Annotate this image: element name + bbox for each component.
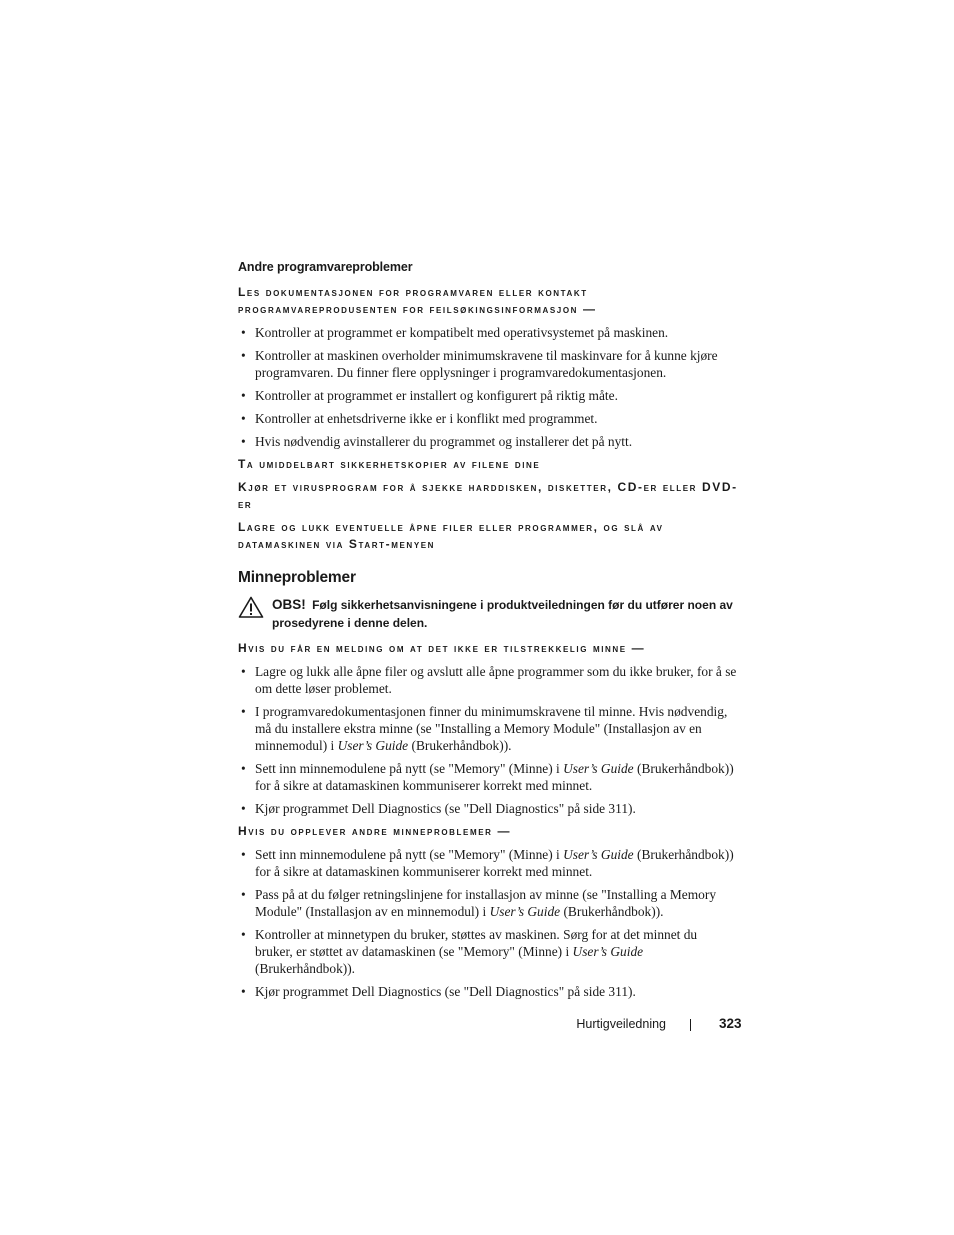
list-item: • Kjør programmet Dell Diagnostics (se "Dell Diagnostics" på side 311). [241, 801, 636, 816]
list-item: • Kontroller at maskinen overholder minimumskravene til maskinvare for å kunne kjøre programvaren. Du finner flere opplysninger i programvaredokumentasjonen. [241, 348, 718, 380]
page-footer [0, 1015, 954, 1035]
bullet-icon: • [241, 664, 246, 679]
bullet-icon: • [241, 887, 246, 902]
bullet-icon: • [241, 704, 246, 719]
bullet-icon: • [241, 761, 246, 776]
guide-title: User’s Guide [572, 944, 644, 959]
bullet-icon: • [241, 348, 246, 363]
warning-icon [238, 596, 264, 618]
footer-title: Hurtigveiledning [576, 1017, 666, 1031]
step-heading-shutdown: Lagre og lukk eventuelle åpne filer eller programmer, og slå av datamaskinen via Start-menyen [238, 520, 664, 551]
page-content [238, 257, 738, 1006]
subsection-heading: Andre programvareproblemer [238, 260, 413, 274]
list-item: • Kontroller at minnetypen du bruker, støttes av maskinen. Sørg for at det minnet du bruker, er støttet av datamaskinen (se "Memory" (Minne) i User’s Guide (Brukerhåndbok)). [241, 927, 698, 976]
list-item: • Kontroller at programmet er kompatibelt med operativsystemet på maskinen. [241, 325, 669, 340]
step-heading-insufficient-memory: Hvis du får en melding om at det ikke er tilstrekkelig minne — [238, 641, 646, 655]
list-item: • Kjør programmet Dell Diagnostics (se "Dell Diagnostics" på side 311). [241, 984, 636, 999]
bullet-icon: • [241, 927, 246, 942]
step-heading-documentation: Les dokumentasjonen for programvaren eller kontakt programvareprodusenten for feilsøkingsinformasjon — [238, 285, 597, 316]
list-item: • Kontroller at programmet er installert og konfigurert på riktig måte. [241, 388, 618, 403]
list-item: • Lagre og lukk alle åpne filer og avslutt alle åpne programmer som du ikke bruker, for å se om dette løser problemet. [241, 664, 737, 696]
list-item: • I programvaredokumentasjonen finner du minimumskravene til minne. Hvis nødvendig, må du installere ekstra minne (se "Installing a Memory Module" (Installasjon av en minnemodul) i User’s Guide (Brukerhåndbok)). [241, 704, 728, 753]
bullet-icon: • [241, 801, 246, 816]
guide-title: User’s Guide [563, 761, 634, 776]
list-item: • Sett inn minnemodulene på nytt (se "Memory" (Minne) i User’s Guide (Brukerhåndbok)) for å sikre at datamaskinen kommuniserer korrekt med minnet. [241, 761, 734, 793]
bullet-icon: • [241, 325, 246, 340]
notice-label: OBS! [272, 597, 306, 612]
bullet-list-other-memory [238, 846, 738, 1000]
caution-notice [238, 596, 738, 632]
bullet-list-memory-message [238, 663, 738, 817]
guide-title: User’s Guide [489, 904, 561, 919]
list-item: • Kontroller at enhetsdriverne ikke er i konflikt med programmet. [241, 411, 598, 426]
bullet-icon: • [241, 984, 246, 999]
notice-text: Følg sikkerhetsanvisningene i produktveiledningen før du utfører noen av prosedyrene i denne delen. [272, 598, 733, 630]
step-heading-backup: Ta umiddelbart sikkerhetskopier av filene dine [238, 457, 541, 471]
footer-separator [690, 1019, 691, 1031]
list-item: • Hvis nødvendig avinstallerer du programmet og installerer det på nytt. [241, 434, 633, 449]
page-number: 323 [719, 1016, 742, 1031]
bullet-icon: • [241, 388, 246, 403]
section-title: Minneproblemer [238, 569, 356, 586]
bullet-list-software [238, 324, 738, 450]
bullet-icon: • [241, 434, 246, 449]
bullet-icon: • [241, 847, 246, 862]
guide-title: User’s Guide [563, 847, 634, 862]
list-item: • Sett inn minnemodulene på nytt (se "Memory" (Minne) i User’s Guide (Brukerhåndbok)) for å sikre at datamaskinen kommuniserer korrekt med minnet. [241, 847, 734, 879]
step-heading-virus-scan: Kjør et virusprogram for å sjekke harddisken, disketter, CD-er eller DVD-er [238, 480, 738, 511]
guide-title: User’s Guide [337, 738, 409, 753]
list-item: • Pass på at du følger retningslinjene for installasjon av minne (se "Installing a Memory Module" (Installasjon av en minnemodul) i User’s Guide (Brukerhåndbok)). [241, 887, 717, 919]
bullet-icon: • [241, 411, 246, 426]
step-heading-other-memory: Hvis du opplever andre minneproblemer — [238, 824, 512, 838]
